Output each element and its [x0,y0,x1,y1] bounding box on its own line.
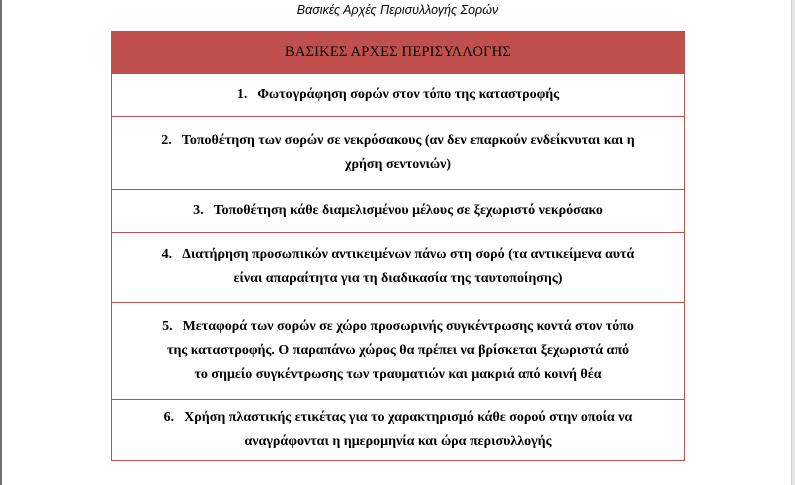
row-number: 2. [161,132,172,148]
row-text-line [161,129,634,153]
row-text: Διατήρηση προσωπικών αντικειμένων πάνω στη σορό (τα αντικείμενα αυτά [182,247,635,263]
row-text-line [162,243,635,267]
table-row [112,116,684,189]
row-text-line [193,199,603,223]
row-text: Τοποθέτηση κάθε διαμελισμένου μέλους σε ξεχωριστό νεκρόσακο [213,202,603,218]
row-text-line [162,315,634,339]
window-left-edge [0,0,2,485]
row-text: Φωτογράφηση σορών στον τόπο της καταστροφής [257,86,560,102]
table-row [112,232,684,303]
row-text-line: είναι απαραίτητα για τη διαδικασία της ταυτοποίησης) [233,271,563,287]
row-number: 4. [161,247,173,263]
row-text-line [164,406,633,430]
row-text-line: αναγράφονται η ημερομηνία και ώρα περισυλλογής [244,434,552,450]
principles-table [111,31,685,461]
table-row [112,73,684,116]
row-text-line: χρήση σεντονιών) [344,156,452,172]
table-row [112,302,684,399]
row-text-line: το σημείο συγκέντρωσης των τραυματιών και μακριά από κοινή θέα [194,367,602,383]
table-row [112,399,684,460]
table-caption: Βασικές Αρχές Περισυλλογής Σορών [296,3,499,17]
row-text: Μεταφορά των σορών σε χώρο προσωρινής συγκέντρωσης κοντά στον τόπο [182,319,634,335]
row-number: 3. [193,202,204,218]
row-text-line: της καταστροφής. Ο παραπάνω χώρος θα πρέπει να βρίσκεται ξεχωριστά από [167,343,629,359]
row-number: 5. [162,319,173,335]
row-number: 6. [163,410,175,426]
table-row [112,189,684,232]
row-text: Τοποθέτηση των σορών σε νεκρόσακους (αν δεν επαρκούν ενδείκνυται και η [181,132,635,148]
vertical-scrollbar[interactable] [791,0,795,485]
row-text: Χρήση πλαστικής ετικέτας για το χαρακτηρισμό κάθε σορού στην οποία να [184,410,633,426]
table-header: ΒΑΣΙΚΕΣ ΑΡΧΕΣ ΠΕΡΙΣΥΛΛΟΓΗΣ [112,32,684,73]
row-number: 1. [236,86,248,102]
row-text-line [237,83,559,107]
